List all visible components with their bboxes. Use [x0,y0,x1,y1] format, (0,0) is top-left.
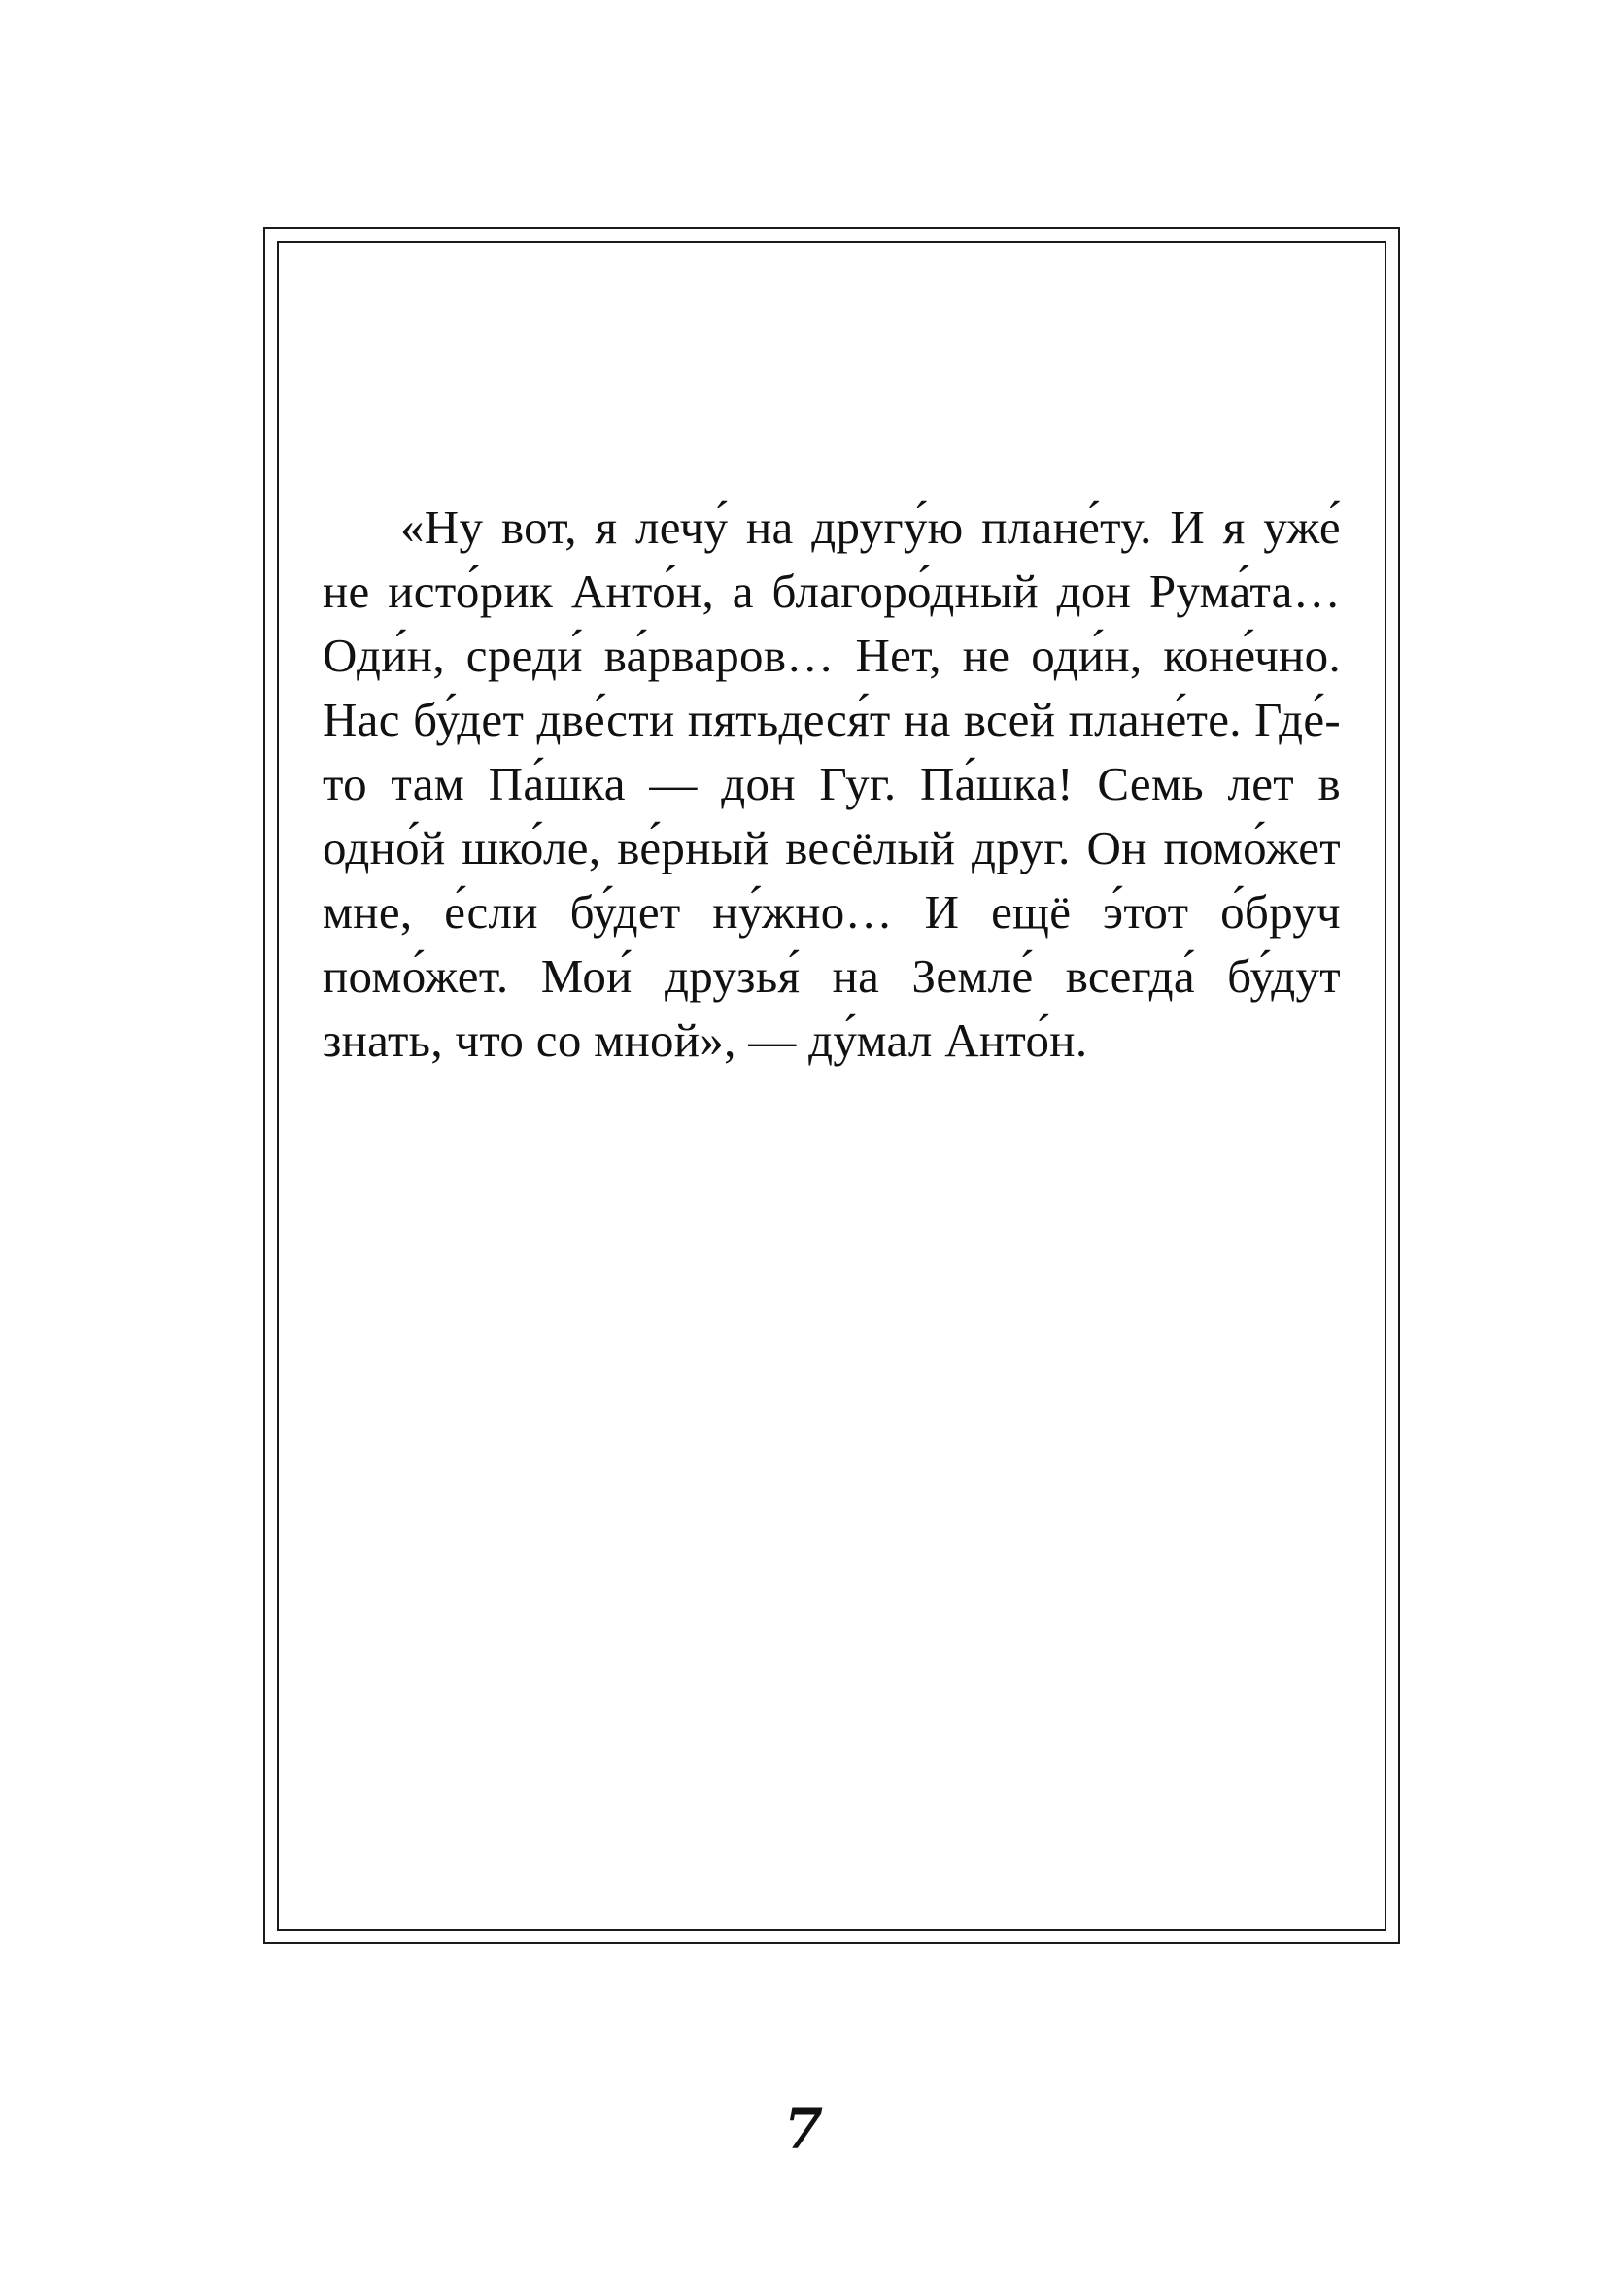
paragraph-line: «Ну вот, я лечу́ на другу́ю плане́ту. И я уже́ [400,500,1341,554]
page-frame-inner [277,241,1386,1931]
paragraph-line: мне, е́сли бу́дет ну́жно… И ещё э́тот о́бруч [323,885,1341,939]
paragraph-line: помо́жет. Мои́ друзья́ на Земле́ всегда́ бу́дут [323,949,1341,1003]
paragraph-line: знать, что со мной», — ду́мал Анто́н. [323,1013,1088,1067]
paragraph-line: Оди́н, среди́ ва́рваров… Нет, не оди́н, коне́чно. [323,629,1341,682]
paragraph-line: Нас бу́дет две́сти пятьдеся́т на всей плане́те. Где́- [323,693,1341,746]
page-number: 7 [783,2096,824,2162]
paragraph-line: то там Па́шка — дон Гуг. Па́шка! Семь лет в [323,757,1341,810]
body-paragraph [323,496,1341,1073]
paragraph-line: одно́й шко́ле, ве́рный весёлый друг. Он помо́жет [323,821,1341,874]
paragraph-line: не исто́рик Анто́н, а благоро́дный дон Рума́та… [323,565,1341,618]
